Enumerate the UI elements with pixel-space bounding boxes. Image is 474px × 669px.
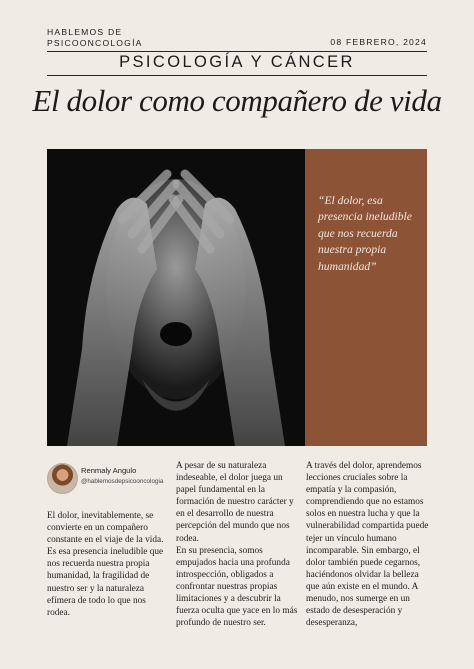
avatar-photo-icon bbox=[47, 463, 78, 494]
publication-name: HABLEMOS DE PSICOONCOLOGÍA bbox=[47, 27, 143, 48]
masthead bbox=[47, 27, 427, 49]
column-3-paragraph: A través del dolor, aprendemos lecciones cruciales sobre la empatía y la compasión, comprendiendo que no estamos solos en nuestra lucha y que la vulnerabilidad compartida puede tejer un vínculo humano incomparable. Sin embargo, el dolor también puede cegarnos, haciéndonos olvidar la belleza que aún existe en el mundo. A menudo, nos sumerge en un estado de desesperación y desesperanza, bbox=[306, 461, 429, 629]
article-title: El dolor como compañero de vida bbox=[32, 83, 442, 118]
article-column-3 bbox=[306, 460, 431, 629]
section-rule bbox=[47, 75, 427, 76]
column-2-paragraph-2: En su presencia, somos empujados hacia una profunda introspección, obligados a confrontar nuestras propias limitaciones y a descubrir la fuerza oculta que yace en lo más profundo de nuestro ser. bbox=[176, 545, 298, 629]
article-photo bbox=[47, 149, 305, 446]
pull-quote-box bbox=[305, 149, 427, 446]
pull-quote: “El dolor, esa presencia ineludible que nos recuerda nuestra propia humanidad” bbox=[318, 194, 412, 273]
face-with-hands-image bbox=[47, 149, 305, 446]
article-column-2 bbox=[176, 460, 301, 629]
section-title: PSICOLOGÍA Y CÁNCER bbox=[119, 53, 355, 71]
author-handle: @hablemosdepsicooncologia bbox=[81, 478, 164, 485]
article-column-1 bbox=[47, 510, 171, 619]
author-name: Renmaly Angulo bbox=[81, 466, 137, 475]
column-1-paragraph: El dolor, inevitablemente, se convierte en un compañero constante en el viaje de la vida. Es esa presencia ineludible que nos recuerda nuestra propia humanidad, la fragilidad de nuestro ser y la naturaleza efímera de todo lo que nos rodea. bbox=[47, 511, 164, 618]
column-2-paragraph-1: A pesar de su naturaleza indeseable, el dolor juega un papel fundamental en la formación de nuestro carácter y en el desarrollo de nuestra percepción del mundo que nos rodea. bbox=[176, 461, 294, 544]
publication-date: 08 FEBRERO, 2024 bbox=[330, 37, 427, 47]
author-byline bbox=[47, 461, 177, 497]
